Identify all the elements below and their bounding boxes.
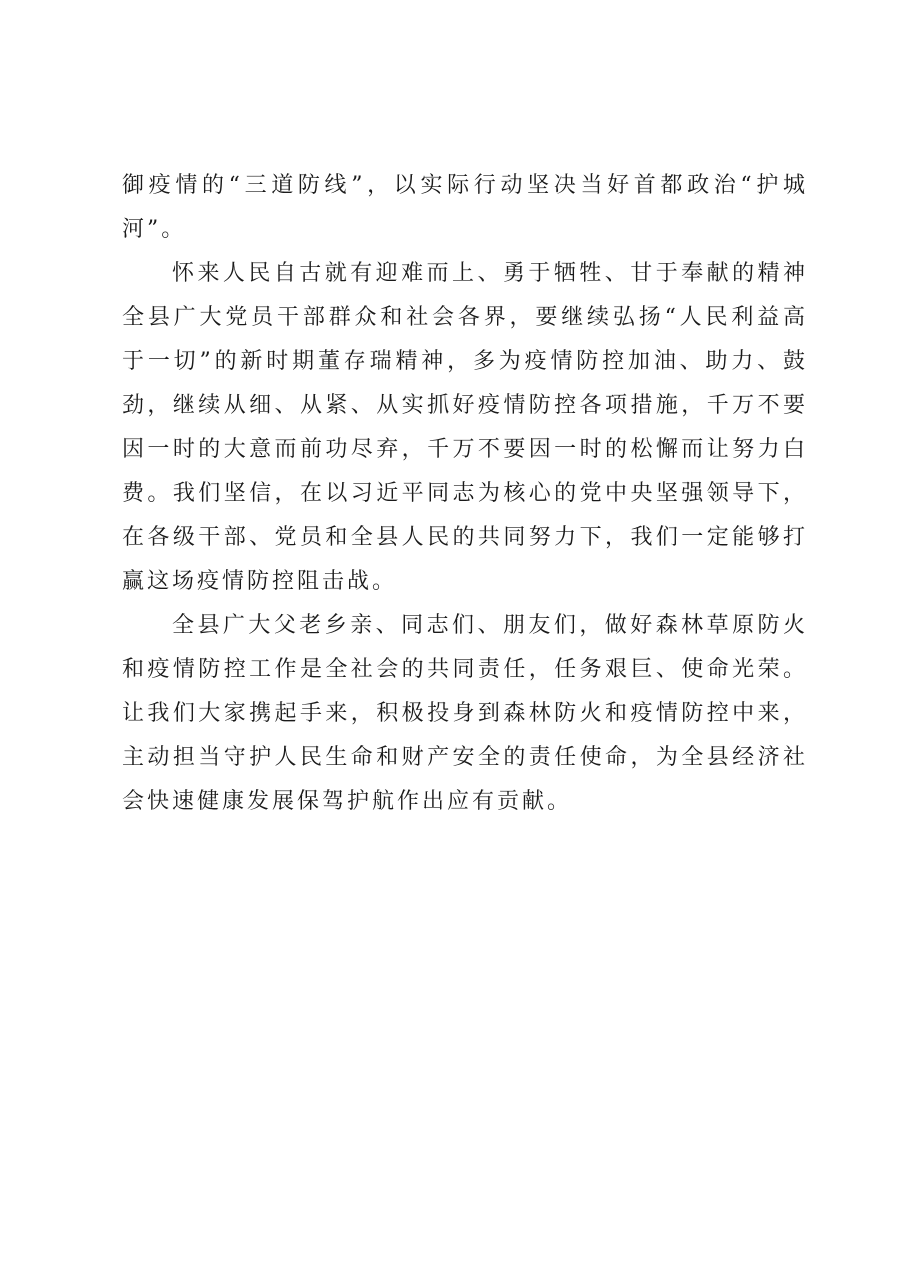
paragraph-continuation: 御疫情的“三道防线”，以实际行动坚决当好首都政治“护城河”。 <box>122 173 808 242</box>
paragraph-huailai-spirit: 怀来人民自古就有迎难而上、勇于牺牲、甘于奉献的精神全县广大党员干部群众和社会各界，要继续弘扬“人民利益高于一切”的新时期董存瑞精神，多为疫情防控加油、助力、鼓劲，继续从细、从紧、从实抓好疫情防控各项措施，千万不要因一时的大意而前功尽弃，千万不要因一时的松懈而让努力白费。我们坚信，在以习近平同志为核心的党中央坚强领导下，在各级干部、党员和全县人民的共同努力下，我们一定能够打赢这场疫情防控阻击战。 <box>122 261 808 594</box>
paragraph-call-to-action: 全县广大父老乡亲、同志们、朋友们，做好森林草原防火和疫情防控工作是全社会的共同责任，任务艰巨、使命光荣。让我们大家携起手来，积极投身到森林防火和疫情防控中来，主动担当守护人民生命和财产安全的责任使命，为全县经济社会快速健康发展保驾护航作出应有贡献。 <box>122 613 808 814</box>
body-text <box>122 164 808 824</box>
